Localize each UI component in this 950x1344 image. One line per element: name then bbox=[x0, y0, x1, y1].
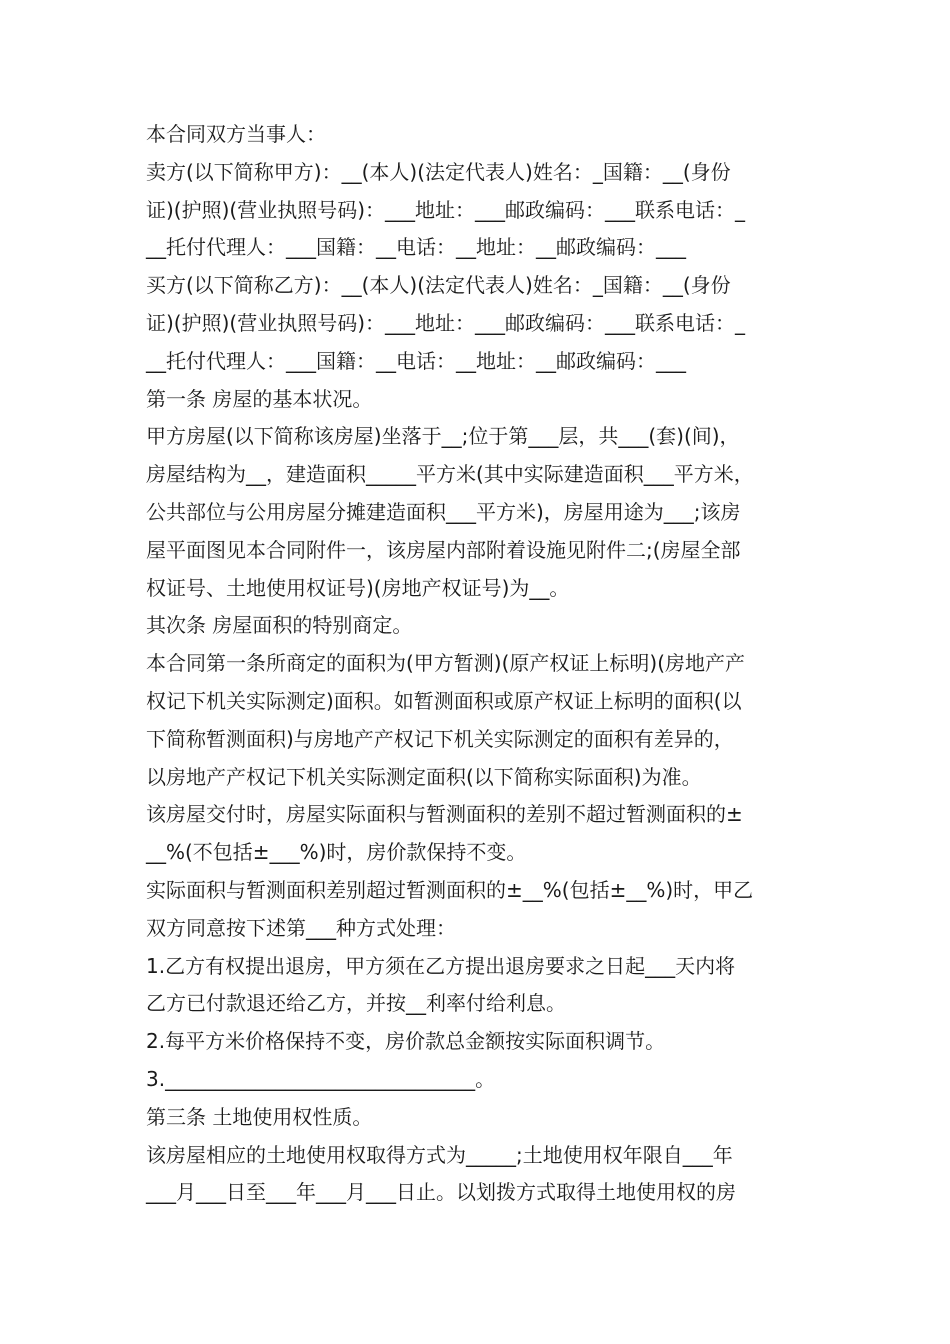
article-2-text-8: 双方同意按下述第___种方式处理： bbox=[146, 915, 456, 940]
article-3-text-1: 该房屋相应的土地使用权取得方式为_____;土地使用权年限自___年 bbox=[146, 1142, 733, 1167]
article-1-text-1: 甲方房屋(以下简称该房屋)坐落于__;位于第___层，共___(套)(间)， bbox=[146, 424, 740, 449]
buyer-line-3: __托付代理人：___国籍：__电话：__地址：__邮政编码：___ bbox=[146, 348, 686, 373]
article-1-text-2: 房屋结构为__，建造面积_____平方米(其中实际建造面积___平方米， bbox=[146, 462, 754, 487]
seller-line-1: 卖方(以下简称甲方)：__(本人)(法定代表人)姓名：_国籍：__(身份 bbox=[146, 159, 731, 184]
article-1-text-3: 公共部位与公用房屋分摊建造面积___平方米)，房屋用途为___;该房 bbox=[146, 499, 741, 524]
article-2-text-6: __%(不包括±___%)时，房价款保持不变。 bbox=[146, 840, 527, 865]
seller-line-2: 证)(护照)(营业执照号码)：___地址：___邮政编码：___联系电话：_ bbox=[146, 197, 746, 222]
article-2-text-1: 本合同第一条所商定的面积为(甲方暂测)(原产权证上标明)(房地产产 bbox=[146, 651, 746, 676]
option-1-line-1: 1.乙方有权提出退房，甲方须在乙方提出退房要求之日起___天内将 bbox=[146, 953, 736, 978]
document-body bbox=[146, 116, 816, 1212]
article-1-heading: 第一条 房屋的基本状况。 bbox=[146, 386, 373, 411]
article-2-text-4: 以房地产产权记下机关实际测定面积(以下简称实际面积)为准。 bbox=[146, 764, 702, 789]
option-1-line-2: 乙方已付款退还给乙方，并按__利率付给利息。 bbox=[146, 991, 566, 1016]
article-2-text-7: 实际面积与暂测面积差别超过暂测面积的±__%(包括±__%)时，甲乙 bbox=[146, 877, 754, 902]
article-2-heading: 其次条 房屋面积的特别商定。 bbox=[146, 613, 413, 638]
seller-line-3: __托付代理人：___国籍：__电话：__地址：__邮政编码：___ bbox=[146, 235, 686, 260]
article-2-text-5: 该房屋交付时，房屋实际面积与暂测面积的差别不超过暂测面积的± bbox=[146, 802, 743, 827]
option-2-line: 2.每平方米价格保持不变，房价款总金额按实际面积调节。 bbox=[146, 1029, 666, 1054]
article-2-text-3: 下简称暂测面积)与房地产产权记下机关实际测定的面积有差异的， bbox=[146, 726, 734, 751]
article-3-text-2: ___月___日至___年___月___日止。以划拨方式取得土地使用权的房 bbox=[146, 1180, 736, 1205]
buyer-line-1: 买方(以下简称乙方)：__(本人)(法定代表人)姓名：_国籍：__(身份 bbox=[146, 273, 731, 298]
buyer-line-2: 证)(护照)(营业执照号码)：___地址：___邮政编码：___联系电话：_ bbox=[146, 310, 746, 335]
article-1-text-5: 权证号、土地使用权证号)(房地产权证号)为__。 bbox=[146, 575, 570, 600]
article-2-text-2: 权记下机关实际测定)面积。如暂测面积或原产权证上标明的面积(以 bbox=[146, 688, 742, 713]
parties-heading: 本合同双方当事人： bbox=[146, 122, 326, 146]
article-1-text-4: 屋平面图见本合同附件一，该房屋内部附着设施见附件二;(房屋全部 bbox=[146, 537, 741, 562]
option-3-line: 3._______________________________。 bbox=[146, 1066, 496, 1091]
article-3-heading: 第三条 土地使用权性质。 bbox=[146, 1104, 373, 1129]
